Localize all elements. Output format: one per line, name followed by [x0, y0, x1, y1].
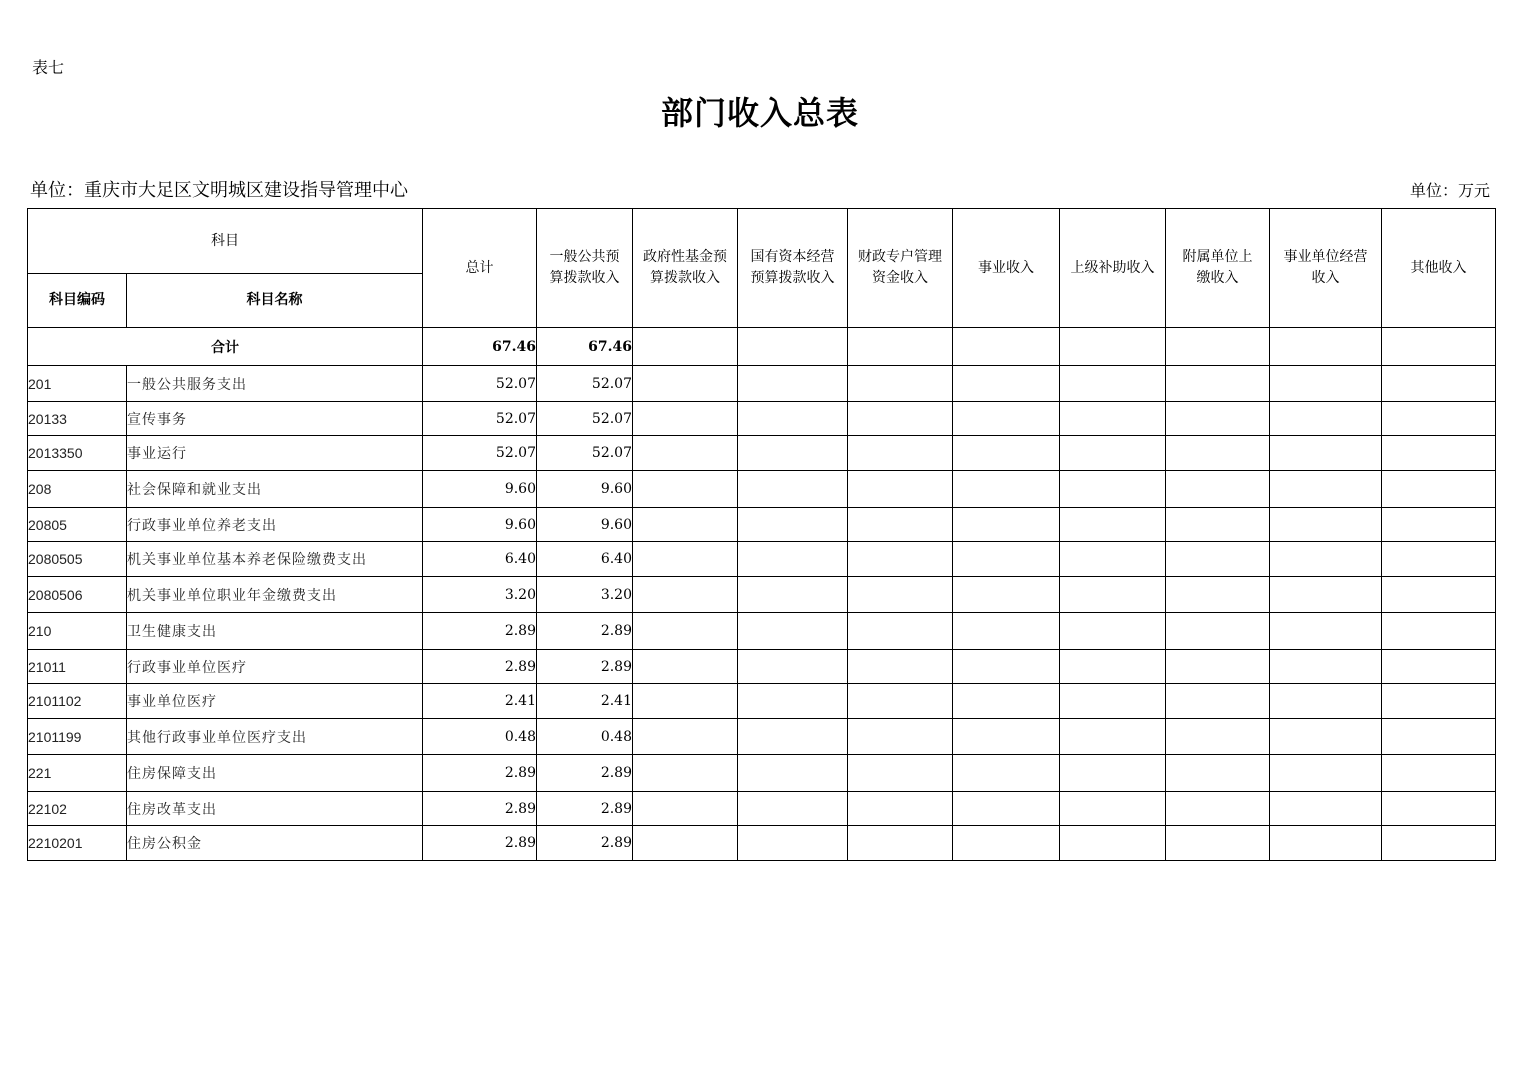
empty-cell: [953, 792, 1060, 826]
header-other-income: 其他收入: [1382, 209, 1496, 328]
empty-cell: [848, 436, 953, 471]
header-fiscal-special: 财政专户管理 资金收入: [848, 209, 953, 328]
empty-cell: [1270, 471, 1382, 508]
empty-cell: [633, 508, 738, 542]
subject-code: 2080506: [28, 577, 127, 613]
empty-cell: [633, 577, 738, 613]
total-amount: 2.89: [423, 613, 537, 650]
subject-name: 宣传事务: [127, 402, 423, 436]
total-amount: 2.89: [423, 792, 537, 826]
subject-code: 208: [28, 471, 127, 508]
empty-cell: [1270, 719, 1382, 755]
empty-cell: [1166, 402, 1270, 436]
empty-cell: [1270, 650, 1382, 684]
empty-cell: [1060, 542, 1166, 577]
header-state-capital: 国有资本经营 预算拨款收入: [738, 209, 848, 328]
empty-cell: [848, 650, 953, 684]
empty-cell: [1270, 826, 1382, 861]
empty-cell: [953, 471, 1060, 508]
total-amount: 2.89: [423, 826, 537, 861]
table-row: [28, 471, 1496, 508]
empty-cell: [738, 650, 848, 684]
empty-cell: [1382, 755, 1496, 792]
empty-cell: [953, 826, 1060, 861]
empty-cell: [1270, 684, 1382, 719]
empty-cell: [1382, 508, 1496, 542]
subject-name: 其他行政事业单位医疗支出: [127, 719, 423, 755]
empty-cell: [1270, 755, 1382, 792]
subject-name: 卫生健康支出: [127, 613, 423, 650]
empty-cell: [1166, 542, 1270, 577]
table-row: [28, 508, 1496, 542]
empty-cell: [953, 613, 1060, 650]
table-row: [28, 719, 1496, 755]
empty-cell: [633, 755, 738, 792]
empty-cell: [738, 755, 848, 792]
income-summary-table: [27, 208, 1496, 861]
empty-cell: [633, 402, 738, 436]
general-budget-amount: 52.07: [537, 366, 633, 402]
empty-cell: [1382, 719, 1496, 755]
empty-cell: [1060, 508, 1166, 542]
empty-cell: [1382, 366, 1496, 402]
table-row: [28, 542, 1496, 577]
empty-cell: [1060, 613, 1166, 650]
empty-cell: [1166, 684, 1270, 719]
unit-currency: 单位：万元: [1409, 181, 1490, 200]
header-total: 总计: [423, 209, 537, 328]
subject-code: 2210201: [28, 826, 127, 861]
general-budget-amount: 2.89: [537, 755, 633, 792]
total-general-budget: 67.46: [537, 328, 633, 366]
subject-name: 住房公积金: [127, 826, 423, 861]
empty-cell: [1270, 402, 1382, 436]
empty-cell: [953, 366, 1060, 402]
empty-cell: [633, 792, 738, 826]
header-subject-name: 科目名称: [127, 274, 423, 328]
subject-code: 2013350: [28, 436, 127, 471]
empty-cell: [953, 650, 1060, 684]
empty-cell: [848, 792, 953, 826]
empty-cell: [738, 402, 848, 436]
empty-cell: [953, 577, 1060, 613]
table-row: [28, 577, 1496, 613]
table-number: 表七: [32, 58, 65, 77]
empty-cell: [1060, 436, 1166, 471]
subject-code: 20133: [28, 402, 127, 436]
page-title: 部门收入总表: [660, 94, 859, 132]
empty-cell: [848, 826, 953, 861]
empty-cell: [848, 577, 953, 613]
empty-cell: [1060, 471, 1166, 508]
empty-cell: [1166, 577, 1270, 613]
empty-cell: [738, 436, 848, 471]
subject-name: 社会保障和就业支出: [127, 471, 423, 508]
empty-cell: [953, 508, 1060, 542]
empty-cell: [633, 613, 738, 650]
empty-cell: [1060, 577, 1166, 613]
empty-cell: [848, 684, 953, 719]
subject-code: 2080505: [28, 542, 127, 577]
subject-code: 2101199: [28, 719, 127, 755]
subject-code: 201: [28, 366, 127, 402]
empty-cell: [1166, 436, 1270, 471]
empty-cell: [738, 719, 848, 755]
general-budget-amount: 3.20: [537, 577, 633, 613]
unit-organization: 单位：重庆市大足区文明城区建设指导管理中心: [30, 180, 408, 201]
empty-cell: [1060, 684, 1166, 719]
empty-cell: [738, 366, 848, 402]
header-superior-subsidy: 上级补助收入: [1060, 209, 1166, 328]
total-amount: 3.20: [423, 577, 537, 613]
empty-cell: [738, 792, 848, 826]
empty-cell: [1166, 471, 1270, 508]
total-amount: 9.60: [423, 508, 537, 542]
empty-cell: [1166, 613, 1270, 650]
empty-cell: [953, 542, 1060, 577]
subject-code: 221: [28, 755, 127, 792]
general-budget-amount: 2.89: [537, 826, 633, 861]
subject-code: 20805: [28, 508, 127, 542]
empty-cell: [633, 650, 738, 684]
empty-cell: [1166, 366, 1270, 402]
empty-cell: [1382, 402, 1496, 436]
subject-code: 210: [28, 613, 127, 650]
subject-code: 22102: [28, 792, 127, 826]
general-budget-amount: 2.41: [537, 684, 633, 719]
header-subject-code: 科目编码: [28, 274, 127, 328]
empty-cell: [633, 436, 738, 471]
empty-cell: [738, 542, 848, 577]
subject-name: 住房改革支出: [127, 792, 423, 826]
empty-cell: [738, 577, 848, 613]
empty-cell: [1060, 826, 1166, 861]
empty-cell: [1060, 366, 1166, 402]
empty-cell: [1270, 613, 1382, 650]
empty-cell: [1382, 650, 1496, 684]
general-budget-amount: 9.60: [537, 471, 633, 508]
empty-cell: [1382, 826, 1496, 861]
empty-cell: [848, 366, 953, 402]
empty-cell: [1166, 650, 1270, 684]
empty-cell: [738, 471, 848, 508]
total-amount: 2.41: [423, 684, 537, 719]
empty-cell: [953, 719, 1060, 755]
empty-cell: [1382, 577, 1496, 613]
total-amount: 52.07: [423, 436, 537, 471]
empty-cell: [848, 508, 953, 542]
total-value: 67.46: [423, 328, 537, 366]
empty-cell: [1382, 792, 1496, 826]
empty-cell: [738, 684, 848, 719]
empty-cell: [848, 471, 953, 508]
empty-cell: [1382, 542, 1496, 577]
general-budget-amount: 52.07: [537, 402, 633, 436]
table-row: [28, 755, 1496, 792]
total-label: 合计: [28, 328, 423, 366]
subject-code: 21011: [28, 650, 127, 684]
total-amount: 2.89: [423, 650, 537, 684]
table-row: [28, 650, 1496, 684]
table-row: [28, 826, 1496, 861]
total-amount: 52.07: [423, 366, 537, 402]
general-budget-amount: 2.89: [537, 792, 633, 826]
subject-name: 机关事业单位职业年金缴费支出: [127, 577, 423, 613]
empty-cell: [633, 826, 738, 861]
empty-cell: [1382, 613, 1496, 650]
empty-cell: [1382, 684, 1496, 719]
empty-cell: [633, 471, 738, 508]
empty-cell: [1166, 508, 1270, 542]
subject-name: 事业单位医疗: [127, 684, 423, 719]
general-budget-amount: 0.48: [537, 719, 633, 755]
empty-cell: [1270, 577, 1382, 613]
empty-cell: [1270, 542, 1382, 577]
table-row: [28, 402, 1496, 436]
empty-cell: [633, 366, 738, 402]
empty-cell: [848, 719, 953, 755]
table-row: [28, 436, 1496, 471]
total-amount: 9.60: [423, 471, 537, 508]
header-gov-fund: 政府性基金预 算拨款收入: [633, 209, 738, 328]
subject-name: 一般公共服务支出: [127, 366, 423, 402]
empty-cell: [848, 402, 953, 436]
general-budget-amount: 2.89: [537, 613, 633, 650]
general-budget-amount: 2.89: [537, 650, 633, 684]
empty-cell: [1270, 366, 1382, 402]
empty-cell: [953, 684, 1060, 719]
empty-cell: [1166, 719, 1270, 755]
empty-cell: [1060, 719, 1166, 755]
subject-name: 行政事业单位医疗: [127, 650, 423, 684]
general-budget-amount: 52.07: [537, 436, 633, 471]
empty-cell: [1060, 402, 1166, 436]
empty-cell: [1270, 792, 1382, 826]
empty-cell: [738, 613, 848, 650]
header-general-budget: 一般公共预 算拨款收入: [537, 209, 633, 328]
subject-name: 机关事业单位基本养老保险缴费支出: [127, 542, 423, 577]
empty-cell: [633, 684, 738, 719]
subject-code: 2101102: [28, 684, 127, 719]
empty-cell: [1060, 755, 1166, 792]
empty-cell: [953, 755, 1060, 792]
empty-cell: [1166, 755, 1270, 792]
empty-cell: [1060, 792, 1166, 826]
total-amount: 6.40: [423, 542, 537, 577]
empty-cell: [848, 542, 953, 577]
table-row: [28, 613, 1496, 650]
empty-cell: [633, 719, 738, 755]
header-business-income: 事业收入: [953, 209, 1060, 328]
subject-name: 行政事业单位养老支出: [127, 508, 423, 542]
empty-cell: [953, 402, 1060, 436]
total-amount: 0.48: [423, 719, 537, 755]
total-amount: 52.07: [423, 402, 537, 436]
subject-name: 住房保障支出: [127, 755, 423, 792]
empty-cell: [633, 542, 738, 577]
empty-cell: [738, 508, 848, 542]
header-affiliated-payment: 附属单位上 缴收入: [1166, 209, 1270, 328]
general-budget-amount: 6.40: [537, 542, 633, 577]
subject-name: 事业运行: [127, 436, 423, 471]
empty-cell: [738, 826, 848, 861]
total-row: [28, 328, 1496, 366]
empty-cell: [1166, 826, 1270, 861]
header-operating-income: 事业单位经营 收入: [1270, 209, 1382, 328]
total-amount: 2.89: [423, 755, 537, 792]
table-row: [28, 366, 1496, 402]
empty-cell: [848, 755, 953, 792]
empty-cell: [953, 436, 1060, 471]
empty-cell: [848, 613, 953, 650]
empty-cell: [1166, 792, 1270, 826]
empty-cell: [1382, 471, 1496, 508]
empty-cell: [1382, 436, 1496, 471]
empty-cell: [1270, 508, 1382, 542]
empty-cell: [1060, 650, 1166, 684]
header-subject: 科目: [28, 209, 423, 274]
empty-cell: [1270, 436, 1382, 471]
table-row: [28, 792, 1496, 826]
table-row: [28, 684, 1496, 719]
general-budget-amount: 9.60: [537, 508, 633, 542]
